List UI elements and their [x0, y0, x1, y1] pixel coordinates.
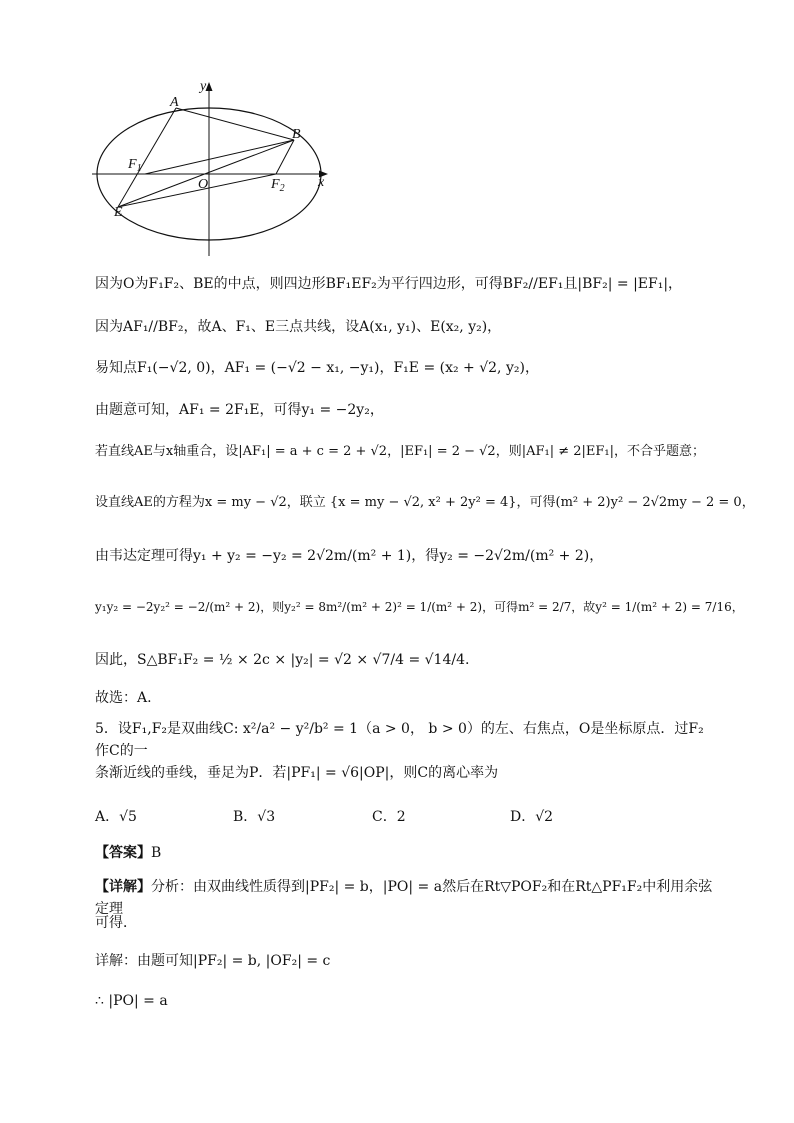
option-C[interactable] [372, 806, 406, 826]
solution-line-6: 设直线AE的方程为x = my − √2，联立 {x = my − √2, x² + 2y² = 4}，可得(m² + 2)y² − 2√2my − 2 = 0， [95, 495, 755, 510]
detail-line-2: ∴ |PO| = a [95, 993, 168, 1009]
option-D-value: √2 [535, 809, 554, 825]
question-line-1: 设F₁,F₂是双曲线C: x²/a² − y²/b² = 1（a > 0， b > 0）的左、右焦点，O是坐标原点．过F₂作C的一 [95, 721, 704, 759]
solution-line-3: 易知点F₁(−√2, 0)，AF₁ = (−√2 − x₁, −y₁)，F₁E = (x₂ + √2, y₂)， [95, 360, 539, 376]
detail-analysis-2: 可得． [95, 915, 137, 931]
option-C-label: C． [372, 809, 397, 825]
label-E: E [114, 205, 123, 220]
segment-AB [176, 108, 294, 140]
detail-line-1: 详解：由题可知|PF₂| = b, |OF₂| = c [95, 953, 331, 969]
option-B-label: B． [233, 809, 258, 825]
solution-line-9: 因此，S△BF₁F₂ = ½ × 2c × |y₂| = √2 × √7/4 = √14/4. [95, 652, 470, 668]
label-A: A [170, 95, 179, 110]
label-O: O [198, 177, 209, 192]
label-F1-sub: 1 [136, 163, 142, 174]
option-A-value: √5 [119, 809, 137, 825]
label-B: B [292, 127, 301, 142]
option-A[interactable] [95, 806, 137, 826]
segment-AE [118, 108, 176, 207]
solution-line-1: 因为O为F₁F₂、BE的中点，则四边形BF₁EF₂为平行四边形，可得BF₂//EF₁且|BF₂| = |EF₁|， [95, 276, 683, 292]
option-D-label: D． [510, 809, 536, 825]
label-F1 [127, 157, 142, 174]
solution-line-7: 由韦达定理可得y₁ + y₂ = −y₂ = 2√2m/(m² + 1)，得y₂ = −2√2m/(m² + 2)， [95, 548, 604, 564]
detail-tag: 【详解】 [95, 879, 151, 895]
label-F1-main: F [128, 157, 137, 172]
solution-line-8: y₁y₂ = −2y₂² = −2/(m² + 2)，则y₂² = 8m²/(m² + 2)² = 1/(m² + 2)，可得m² = 2/7，故y² = 1/(m² + 2) = 7/16， [95, 600, 744, 614]
label-y: y [200, 79, 207, 94]
option-B-value: √3 [257, 809, 276, 825]
option-D[interactable] [510, 806, 553, 826]
question-number: 5． [95, 721, 118, 737]
segment-BF2 [276, 140, 294, 174]
option-A-label: A． [95, 809, 120, 825]
option-C-value: 2 [396, 809, 406, 825]
detail-analysis [95, 876, 715, 920]
label-F2-main: F [271, 177, 280, 192]
ellipse-diagram [88, 76, 338, 262]
question-5 [95, 718, 715, 762]
detail-analysis-text: 分析：由双曲线性质得到|PF₂| = b，|PO| = a然后在Rt▽POF₂和在Rt△PF₁F₂中利用余弦定理 [95, 879, 713, 917]
label-F2-sub: 2 [279, 183, 285, 194]
label-F2 [270, 177, 285, 194]
ellipse-figure [88, 76, 338, 262]
answer-line [95, 843, 161, 863]
solution-line-10: 故选：A. [95, 690, 152, 706]
answer-tag: 【答案】 [95, 845, 151, 861]
solution-line-5: 若直线AE与x轴重合，设|AF₁| = a + c = 2 + √2，|EF₁| = 2 − √2，则|AF₁| ≠ 2|EF₁|，不合乎题意； [95, 444, 705, 459]
segment-BF1 [145, 140, 294, 174]
solution-line-4: 由题意可知，AF₁ = 2F₁E，可得y₁ = −2y₂， [95, 402, 384, 418]
option-B[interactable] [233, 806, 275, 826]
y-axis-arrow [206, 82, 213, 91]
segment-EF2 [118, 174, 276, 207]
solution-line-2: 因为AF₁//BF₂，故A、F₁、E三点共线，设A(x₁, y₁)、E(x₂, y₂)， [95, 319, 502, 335]
answer-value: B [151, 845, 162, 861]
label-x: x [318, 175, 325, 190]
question-5-line-2: 条渐近线的垂线，垂足为P．若|PF₁| = √6|OP|，则C的离心率为 [95, 765, 499, 781]
